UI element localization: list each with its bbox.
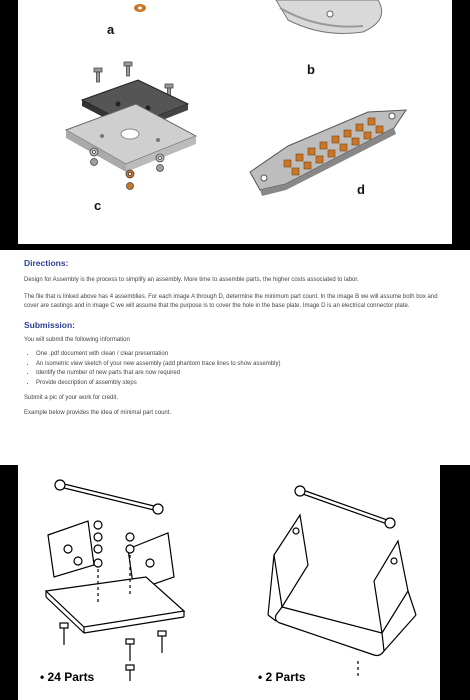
directions-heading: Directions: [24, 258, 69, 268]
figure-label-c: c [94, 198, 102, 213]
submission-heading: Submission: [24, 320, 76, 330]
figure-c-assembly [66, 62, 196, 190]
figure-d-connector [250, 110, 406, 196]
directions-paragraph-1: Design for Assembly is the process to simplify an assembly. More time to assemble parts, the higher costs associated to labor. [24, 277, 359, 283]
top-figure-frame [0, 0, 470, 250]
figure-a-parts [134, 4, 146, 12]
example-figure-panel [18, 465, 440, 700]
figure-label-d: d [357, 182, 365, 197]
top-figure-panel [18, 0, 452, 244]
figure-label-b: b [307, 62, 315, 77]
example-figure-frame [0, 465, 470, 700]
instructions-section [24, 258, 444, 418]
submission-intro: You will submit the following information [24, 337, 130, 343]
submission-credit: Submit a pic of your work for credit. [24, 395, 119, 401]
assembly-figure [18, 0, 452, 244]
directions-paragraph-2: The file that is linked above has 4 assemblies. For each image A through D, determine the minimum part count. In the image B we will assume both box and cover are castings and in image C we will assume that the purpose is to cover the hole in the base plate. Image D is an electrical connector plate. [24, 294, 438, 309]
figure-b-casting [276, 0, 382, 34]
list-item: • An isometric view sketch of your new assembly (add phantom trace lines to show assembly) [36, 360, 444, 370]
list-item: • Identify the number of new parts that are now required [36, 369, 444, 379]
example-figure [18, 465, 440, 700]
example-note: Example below provides the idea of minimal part count. [24, 410, 172, 416]
list-item: • Provide description of assembly steps [36, 379, 444, 389]
example-left-assembly [46, 480, 184, 681]
right-parts-label: • 2 Parts [258, 670, 306, 684]
example-right-assembly [268, 486, 416, 677]
list-item: • One .pdf document with clean / clear presentation [36, 350, 444, 360]
figure-label-a: a [107, 22, 115, 37]
submission-list [24, 350, 444, 388]
left-parts-label: • 24 Parts [40, 670, 95, 684]
